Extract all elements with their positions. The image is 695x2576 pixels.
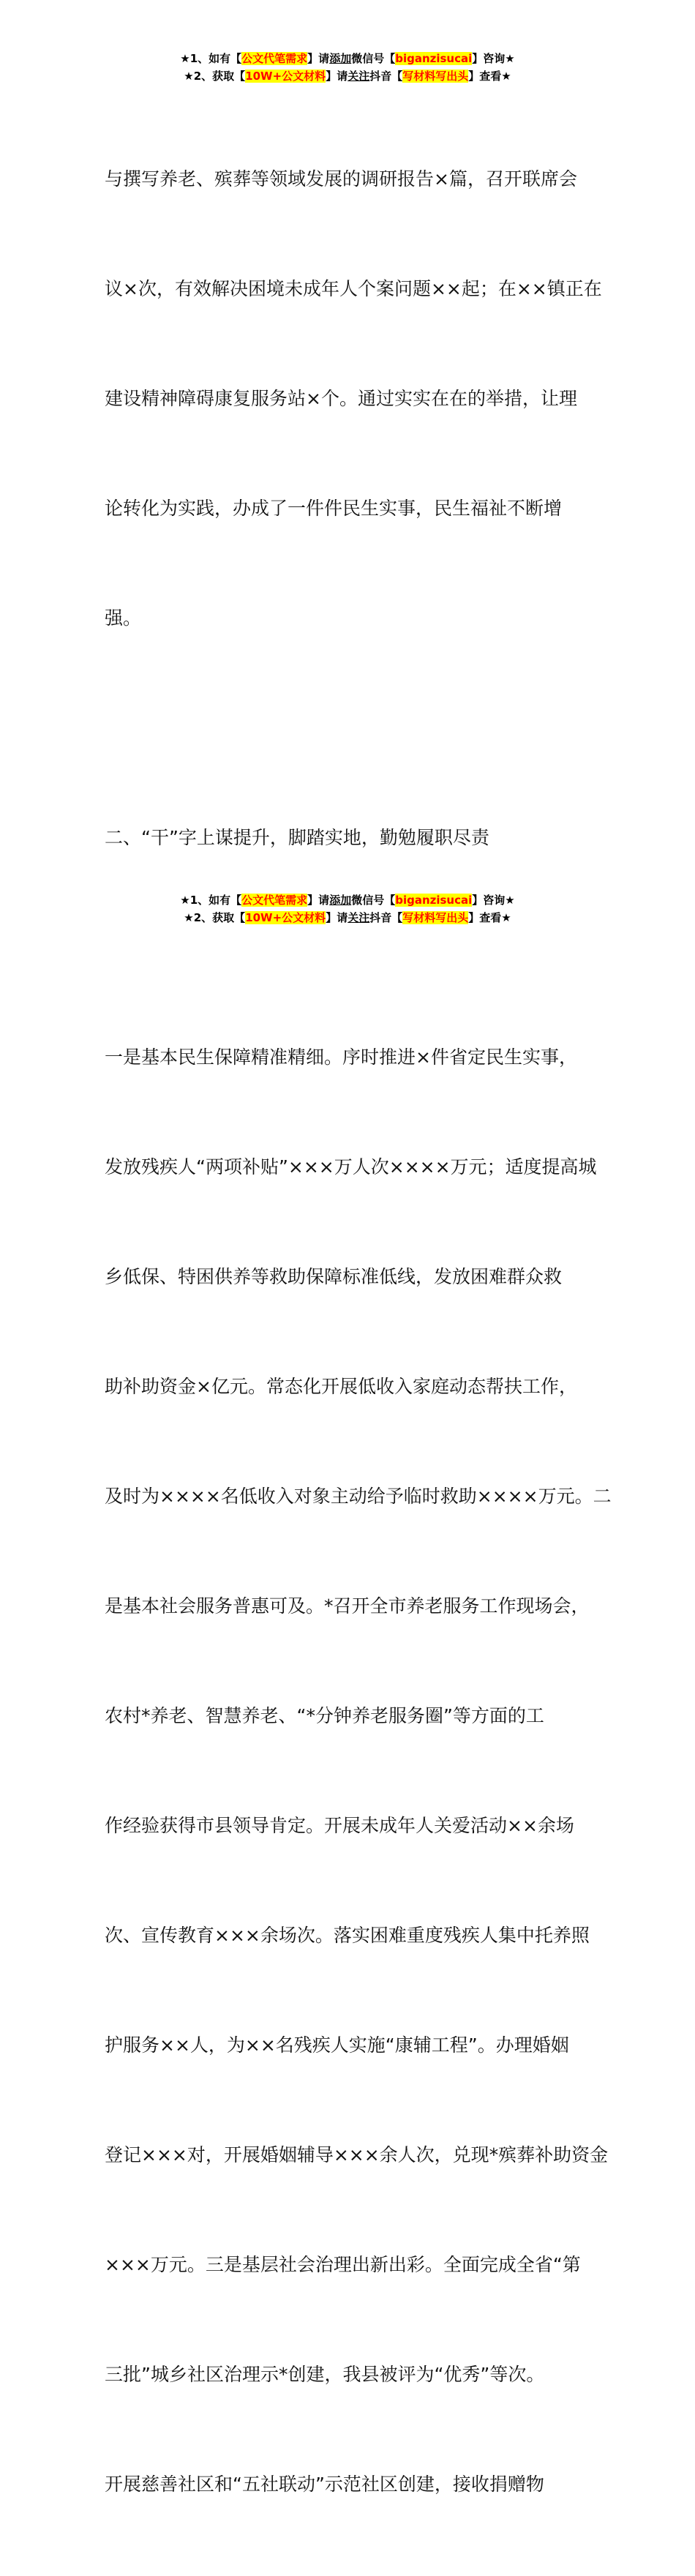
paragraph-2 xyxy=(105,966,617,2576)
banner-text: ★1、如有【 xyxy=(180,894,242,907)
banner-highlight: biganzisucai xyxy=(395,52,473,65)
banner-underlined: 添加 xyxy=(329,894,352,907)
banner-underlined: 关注 xyxy=(348,911,370,924)
text-line: 开展慈善社区和“五社联动”示范社区创建，接收捐赠物 xyxy=(105,2474,544,2495)
banner-text: 微信号【 xyxy=(351,52,396,65)
banner-highlight: 写材料写出头 xyxy=(402,911,469,924)
paragraph-1 xyxy=(105,88,617,710)
banner-text: 微信号【 xyxy=(351,894,396,907)
text-line: 强。 xyxy=(105,607,142,629)
text-line: 三批”城乡社区治理示*创建，我县被评为“优秀”等次。 xyxy=(105,2364,545,2385)
footer-banner xyxy=(0,891,695,926)
text-line: 次、宣传教育×××余场次。落实困难重度残疾人集中托养照 xyxy=(105,1925,590,1946)
banner-text: 】查看★ xyxy=(468,70,511,83)
text-line: 农村*养老、智慧养老、“*分钟养老服务圈”等方面的工 xyxy=(105,1705,544,1726)
paragraph-spacer xyxy=(105,710,617,746)
text-line: 议×次，有效解决困境未成年人个案问题××起；在××镇正在 xyxy=(105,278,602,299)
banner-underlined: 添加 xyxy=(329,52,352,65)
text-line: 作经验获得市县领导肯定。开展未成年人关爱活动××余场 xyxy=(105,1815,574,1836)
text-line: 登记×××对，开展婚姻辅导×××余人次，兑现*殡葬补助资金 xyxy=(105,2144,609,2165)
banner-line-2 xyxy=(0,909,695,926)
banner-highlight: 10W+公文材料 xyxy=(245,70,326,83)
banner-highlight: biganzisucai xyxy=(395,894,473,907)
banner-text: 抖音【 xyxy=(369,70,403,83)
banner-line-1 xyxy=(0,891,695,909)
banner-line-2 xyxy=(0,67,695,85)
banner-highlight: 公文代笔需求 xyxy=(241,894,308,907)
text-line: 是基本社会服务普惠可及。*召开全市养老服务工作现场会， xyxy=(105,1595,590,1617)
banner-text: 】请 xyxy=(307,52,330,65)
banner-text: 】请 xyxy=(326,70,348,83)
text-line: 建设精神障碍康复服务站×个。通过实实在在的举措，让理 xyxy=(105,388,577,409)
text-line: 护服务××人，为××名残疾人实施“康辅工程”。办理婚姻 xyxy=(105,2034,569,2056)
banner-text: 抖音【 xyxy=(369,911,403,924)
text-line: 助补助资金×亿元。常态化开展低收入家庭动态帮扶工作， xyxy=(105,1376,577,1397)
text-line: 及时为××××名低收入对象主动给予临时救助××××万元。二 xyxy=(105,1486,612,1507)
banner-underlined: 关注 xyxy=(348,70,370,83)
banner-text: 】查看★ xyxy=(468,911,511,924)
heading-text: 二、“干”字上谋提升，脚踏实地，勤勉履职尽责 xyxy=(105,827,489,848)
banner-line-1 xyxy=(0,50,695,67)
banner-text: 】请 xyxy=(326,911,348,924)
banner-text: 】请 xyxy=(307,894,330,907)
banner-text: ★2、获取【 xyxy=(184,70,246,83)
text-line: 乡低保、特困供养等救助保障标准低线，发放困难群众救 xyxy=(105,1266,563,1287)
text-line: 发放残疾人“两项补贴”×××万人次××××万元；适度提高城 xyxy=(105,1156,597,1177)
document-body xyxy=(105,88,617,2576)
text-line: ×××万元。三是基层社会治理出新出彩。全面完成全省“第 xyxy=(105,2254,581,2275)
banner-text: 】咨询★ xyxy=(472,52,515,65)
header-banner xyxy=(0,50,695,85)
banner-highlight: 写材料写出头 xyxy=(402,70,469,83)
banner-text: 】咨询★ xyxy=(472,894,515,907)
paragraph-spacer xyxy=(105,929,617,966)
banner-text: ★1、如有【 xyxy=(180,52,242,65)
text-line: 论转化为实践，办成了一件件民生实事，民生福祉不断增 xyxy=(105,498,563,519)
text-line: 一是基本民生保障精准精细。序时推进×件省定民生实事， xyxy=(105,1046,577,1068)
text-line: 与撰写养老、殡葬等领域发展的调研报告×篇，召开联席会 xyxy=(105,168,577,190)
banner-highlight: 公文代笔需求 xyxy=(241,52,308,65)
banner-highlight: 10W+公文材料 xyxy=(245,911,326,924)
banner-text: ★2、获取【 xyxy=(184,911,246,924)
